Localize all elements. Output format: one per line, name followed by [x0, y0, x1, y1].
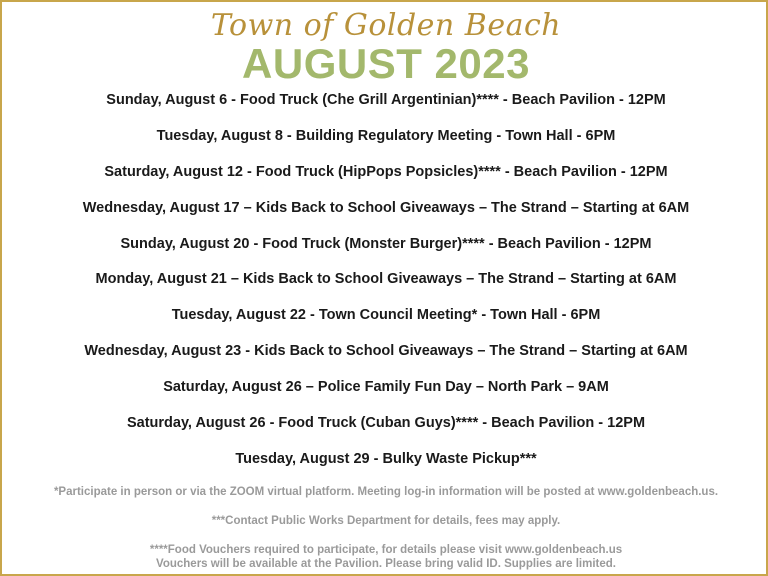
footnotes	[2, 485, 768, 571]
event-line: Sunday, August 6 - Food Truck (Che Grill Argentinian)**** - Beach Pavilion - 12PM	[106, 92, 666, 108]
event-line: Saturday, August 26 – Police Family Fun Day – North Park – 9AM	[163, 379, 609, 396]
public-works-footnote: ***Contact Public Works Department for details, fees may apply.	[211, 515, 561, 527]
zoom-footnote: *Participate in person or via the ZOOM virtual platform. Meeting log-in information will be posted at www.goldenbeach.us.	[53, 486, 719, 498]
event-line: Tuesday, August 29 - Bulky Waste Pickup***	[235, 450, 537, 467]
town-title: Town of Golden Beach	[210, 8, 562, 43]
event-line: Tuesday, August 8 - Building Regulatory Meeting - Town Hall - 6PM	[156, 127, 616, 144]
voucher-availability-footnote: Vouchers will be available at the Pavilion. Please bring valid ID. Supplies are limited.	[156, 558, 616, 570]
event-list	[2, 88, 768, 483]
event-line: Sunday, August 20 - Food Truck (Monster Burger)**** - Beach Pavilion - 12PM	[120, 235, 652, 252]
event-line: Tuesday, August 22 - Town Council Meeting* - Town Hall - 6PM	[171, 307, 601, 324]
event-line: Monday, August 21 – Kids Back to School Giveaways – The Strand – Starting at 6AM	[95, 271, 677, 288]
event-line: Wednesday, August 17 – Kids Back to School Giveaways – The Strand – Starting at 6AM	[82, 199, 690, 216]
event-line: Saturday, August 12 - Food Truck (HipPops Popsicles)**** - Beach Pavilion - 12PM	[104, 163, 668, 180]
month-title: AUGUST 2023	[242, 40, 530, 87]
food-voucher-footnote: ****Food Vouchers required to participate, for details please visit www.goldenbeach.us	[149, 544, 623, 556]
event-line: Wednesday, August 23 - Kids Back to School Giveaways – The Strand – Starting at 6AM	[84, 343, 688, 360]
event-line: Saturday, August 26 - Food Truck (Cuban Guys)**** - Beach Pavilion - 12PM	[126, 415, 646, 432]
